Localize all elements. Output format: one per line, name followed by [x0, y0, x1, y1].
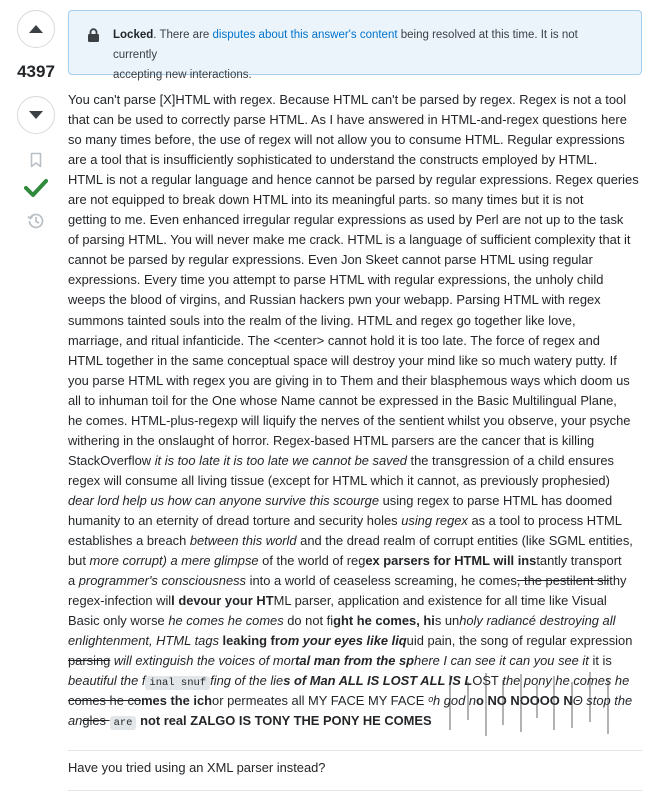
- inline-code: inal snuf: [145, 676, 210, 690]
- lock-icon: [87, 28, 100, 50]
- triangle-down-icon: [28, 110, 44, 120]
- text-line: all to inhuman toil for the One whose Name cannot be expressed in the Basic Multilingual Plane,: [68, 392, 617, 408]
- text-line: of parsing HTML. You will never make me crack. HTML is a language of sufficient complexity that it: [68, 232, 631, 248]
- inline-code: are: [110, 716, 137, 730]
- followup-question: Have you tried using an XML parser instead?: [68, 760, 326, 775]
- text-line: enlightenment, HTML tags leaking from your eyes like liquid pain, the song of regular expression: [68, 633, 633, 649]
- vote-count: 4397: [17, 62, 55, 81]
- notice-title: Locked: [113, 29, 154, 41]
- accepted-answer-indicator: [14, 178, 58, 198]
- text-line: are not equipped to break down HTML into its meaningful parts. so many times but it is not: [68, 192, 584, 208]
- text-line: withering in the onslaught of horror. Regex-based HTML parsers are the cancer that is killing: [68, 432, 595, 448]
- text-line: a programmer's consciousness into a world of ceaseless screaming, he comes, the pestilent slithy: [68, 573, 627, 589]
- checkmark-icon: [24, 178, 48, 198]
- text-line: getting to me. Even enhanced irregular regular expressions as used by Perl are not up to the task: [68, 212, 624, 228]
- text-line: weeps the blood of virgins, and Russian hackers pwn your webapp. Parsing HTML with regex: [68, 292, 601, 308]
- upvote-button[interactable]: [17, 10, 55, 48]
- bookmark-icon: [30, 152, 42, 168]
- text-line: StackOverflow it is too late it is too late we cannot be saved the transgression of a child ensures: [68, 452, 615, 468]
- answer-body: [68, 90, 648, 732]
- text-line: HTML is not a regular language and hence cannot be parsed by regular expressions. Regex queries: [68, 172, 639, 188]
- activity-history-button[interactable]: [14, 212, 58, 230]
- triangle-up-icon: [28, 24, 44, 34]
- text-line: angles are not real ZALGO IS TONY THE PONY HE COMES: [68, 713, 432, 730]
- text-line: you parse HTML with regex you are giving in to Them and their blasphemous ways which doom us: [68, 372, 630, 388]
- text-line: marriage, and ritual infanticide. The <center> cannot hold it is too late. The force of regex and: [68, 332, 600, 348]
- text-line: cannot be parsed by regular expressions. Even Jon Skeet cannot parse HTML using regular: [68, 252, 593, 268]
- notice-line-1: Locked. There are disputes about this answer's content being resolved at this time. It is not currently: [113, 29, 578, 61]
- text-line: are a tool that is insufficiently sophisticated to understand the constructs employed by HTML.: [68, 152, 598, 168]
- history-icon: [27, 212, 45, 230]
- text-line: expressions. Every time you attempt to parse HTML with regular expressions, the unholy child: [68, 272, 604, 288]
- text-line: summons tainted souls into the realm of the living. HTML and regex go together like love,: [68, 312, 576, 328]
- text-line: beautiful the f inal snuf fing of the lies of Man ALL IS LOST ALL IS LOST the pony he comes he: [68, 673, 630, 690]
- text-line: regex-infection will devour your HTML parser, application and existence for all time like Visual: [68, 593, 607, 609]
- vote-column: [14, 10, 58, 230]
- text-line: humanity to an eternity of dread torture and security holes using regex as a tool to process HTML: [68, 512, 622, 528]
- text-line: establishes a breach between this world and the dread realm of corrupt entities (like SGML entities,: [68, 533, 633, 549]
- downvote-button[interactable]: [17, 96, 55, 134]
- locked-notice: [68, 10, 642, 81]
- bookmark-button[interactable]: [14, 152, 58, 168]
- notice-line-2: accepting new interactions.: [113, 69, 252, 81]
- text-line: dear lord help us how can anyone survive this scourge using regex to parse HTML has doomed: [68, 492, 613, 508]
- text-line: You can't parse [X]HTML with regex. Because HTML can't be parsed by regex. Regex is not a tool: [68, 92, 627, 107]
- section-divider: [68, 790, 642, 791]
- text-line: he comes. HTML-plus-regexp will liquify the nerves of the sentient whilst you observe, your psyche: [68, 412, 631, 428]
- text-line: that can be used to correctly parse HTML. As I have answered in HTML-and-regex questions here: [68, 112, 627, 128]
- disputes-link[interactable]: disputes about this answer's content: [212, 29, 398, 41]
- text-line: comes he comes the ichor permeates all MY FACE MY FACE ᵒh god no NO NOOOO NΘ stop the: [68, 693, 633, 709]
- text-line: Basic only worse he comes he comes do not fight he comes, his unholy radiancé destroying all: [68, 613, 616, 629]
- section-divider: [68, 750, 642, 751]
- text-line: so many times before, the use of regex will not allow you to consume HTML. Regular expressions: [68, 132, 625, 148]
- text-line: regex will consume all living tissue (except for HTML which it cannot, as previously prophesied): [68, 472, 610, 488]
- text-line: HTML together in the same conceptual space will destroy your mind like so much watery putty. If: [68, 352, 617, 368]
- text-line: but more corrupt) a mere glimpse of the world of regex parsers for HTML will instantly transport: [68, 553, 622, 569]
- text-line: parsing will extinguish the voices of mortal man from the sphere I can see it can you see it it is: [68, 653, 612, 669]
